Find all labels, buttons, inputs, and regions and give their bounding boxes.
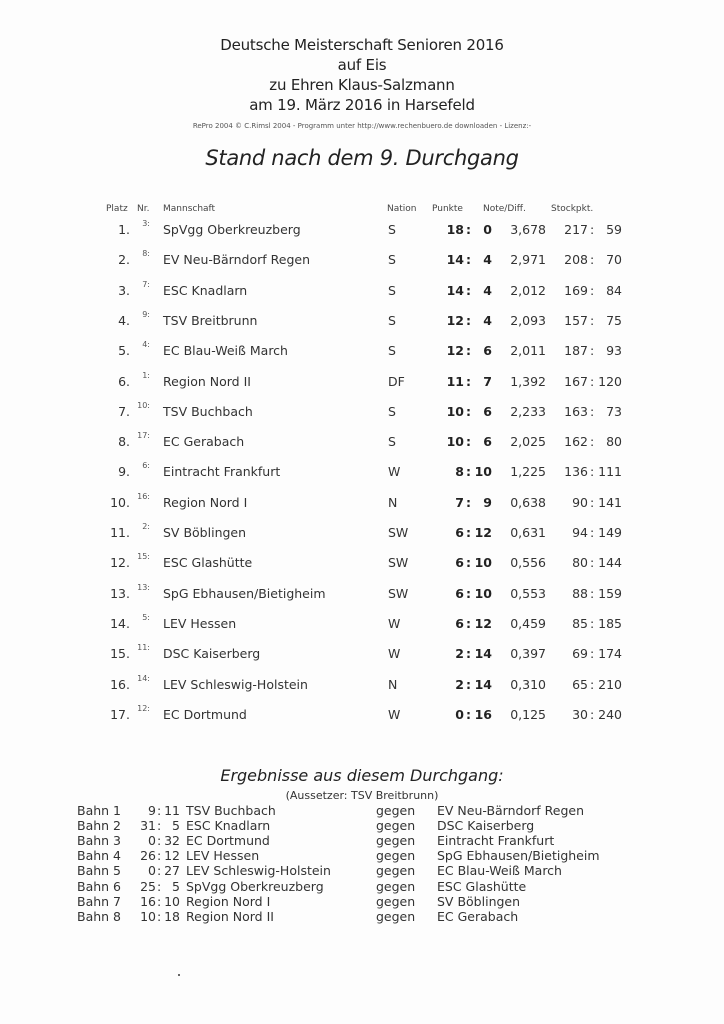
points-separator: : [466, 434, 471, 450]
cell-team: EC Blau-Weiß March [163, 343, 288, 359]
points-separator: : [466, 615, 471, 631]
cell-diff: 2,233 [510, 403, 546, 419]
cell-stock-for: 217 [564, 222, 588, 237]
col-team: Mannschaft [163, 204, 216, 214]
col-nation: Nation [387, 204, 417, 214]
cell-team: SpG Ebhausen/Bietigheim [163, 585, 326, 601]
cell-team: Region Nord II [163, 373, 251, 389]
lane-label: Bahn 1 [77, 803, 122, 818]
versus-label: gegen [376, 818, 416, 834]
cell-points-for: 8 [455, 464, 464, 480]
cell-points-for: 18 [446, 222, 464, 237]
team1-name: EC Dortmund [186, 833, 270, 849]
score-team1: 10 [140, 908, 156, 924]
score-separator: : [157, 848, 162, 864]
cell-nr: 14: [137, 673, 150, 683]
cell-platz: 3. [118, 282, 130, 298]
cell-stock-against: 80 [606, 434, 622, 450]
stock-separator: : [590, 676, 595, 692]
score-team2: 10 [164, 893, 180, 909]
cell-stock-for: 69 [572, 646, 588, 662]
cell-nr: 13: [137, 582, 150, 592]
cell-points-against: 0 [483, 222, 492, 237]
cell-team: TSV Buchbach [163, 403, 253, 419]
cell-nation: SW [388, 555, 409, 571]
col-platz: Platz [106, 204, 128, 214]
title-line-2: auf Eis [337, 56, 387, 74]
cell-platz: 11. [110, 525, 130, 540]
col-stock: Stockpkt. [551, 204, 594, 214]
cell-points-for: 0 [455, 706, 464, 722]
cell-team: SV Böblingen [163, 525, 247, 540]
software-credit: RePro 2004 © C.Rimsl 2004 - Programm unter http://www.rechenbuero.de downloaden - Lizenz:- [192, 122, 532, 130]
cell-points-against: 9 [483, 494, 492, 510]
cell-diff: 2,025 [510, 434, 546, 450]
cell-nation: N [388, 494, 398, 510]
points-separator: : [466, 282, 471, 298]
table-row [0, 431, 724, 454]
cell-stock-against: 144 [598, 555, 622, 571]
stock-separator: : [590, 494, 595, 510]
cell-points-for: 7 [455, 494, 464, 510]
cell-stock-against: 210 [598, 676, 622, 692]
cell-stock-against: 185 [598, 615, 622, 631]
score-team2: 27 [164, 863, 180, 879]
cell-nation: DF [388, 373, 405, 389]
team2-name: SpG Ebhausen/Bietigheim [437, 848, 600, 864]
cell-stock-for: 94 [572, 525, 588, 540]
score-separator: : [157, 803, 162, 818]
points-separator: : [466, 494, 471, 510]
cell-stock-for: 85 [572, 615, 588, 631]
cell-stock-for: 167 [564, 373, 588, 389]
team2-name: EV Neu-Bärndorf Regen [437, 803, 584, 818]
cell-points-for: 12 [446, 312, 464, 328]
col-nr: Nr. [137, 204, 150, 214]
table-row [0, 522, 724, 545]
cell-diff: 0,125 [510, 706, 546, 722]
cell-stock-for: 65 [572, 676, 588, 692]
stock-separator: : [590, 403, 595, 419]
cell-diff: 2,093 [510, 312, 546, 328]
cell-platz: 13. [110, 585, 130, 601]
points-separator: : [466, 373, 471, 389]
cell-platz: 7. [118, 403, 130, 419]
cell-stock-against: 73 [606, 403, 622, 419]
stock-separator: : [590, 646, 595, 662]
cell-diff: 0,310 [510, 676, 546, 692]
cell-points-against: 10 [474, 585, 492, 601]
cell-nr: 5: [142, 612, 150, 622]
points-separator: : [466, 403, 471, 419]
cell-points-for: 2 [455, 676, 464, 692]
versus-label: gegen [376, 878, 416, 894]
team1-name: Region Nord I [186, 893, 271, 909]
stock-separator: : [590, 343, 595, 359]
cell-stock-against: 59 [606, 222, 622, 237]
lane-label: Bahn 2 [77, 818, 122, 834]
cell-nr: 10: [137, 400, 150, 410]
cell-nation: W [388, 646, 401, 662]
points-separator: : [466, 222, 471, 237]
cell-platz: 10. [110, 494, 130, 510]
cell-diff: 1,392 [510, 373, 546, 389]
score-team1: 31 [140, 818, 156, 834]
cell-stock-against: 174 [598, 646, 622, 662]
points-separator: : [466, 464, 471, 480]
cell-stock-against: 149 [598, 525, 622, 540]
title-line-1: Deutsche Meisterschaft Senioren 2016 [220, 36, 504, 54]
cell-team: EC Dortmund [163, 706, 247, 722]
lane-label: Bahn 7 [77, 893, 122, 909]
points-separator: : [466, 555, 471, 571]
cell-diff: 0,459 [510, 615, 546, 631]
cell-stock-for: 162 [564, 434, 588, 450]
cell-nr: 16: [137, 491, 150, 501]
cell-nr: 3: [142, 219, 150, 228]
cell-nation: S [388, 343, 396, 359]
score-team2: 12 [164, 848, 180, 864]
cell-team: SpVgg Oberkreuzberg [163, 222, 301, 237]
cell-team: ESC Knadlarn [163, 282, 248, 298]
cell-points-against: 10 [474, 555, 492, 571]
cell-stock-against: 111 [598, 464, 622, 480]
cell-nation: S [388, 312, 396, 328]
team1-name: Region Nord II [186, 908, 274, 924]
cell-team: Eintracht Frankfurt [163, 464, 281, 480]
points-separator: : [466, 585, 471, 601]
stock-separator: : [590, 464, 595, 480]
cell-stock-against: 159 [598, 585, 622, 601]
result-row [0, 833, 724, 848]
score-team2: 5 [172, 878, 180, 894]
team2-name: EC Gerabach [437, 908, 519, 924]
cell-stock-for: 208 [564, 252, 588, 268]
cell-nr: 11: [137, 643, 150, 653]
score-team2: 32 [164, 833, 180, 849]
cell-points-against: 12 [474, 525, 492, 540]
score-team1: 25 [140, 878, 156, 894]
cell-points-against: 4 [483, 282, 492, 298]
score-team1: 0 [148, 833, 156, 849]
score-separator: : [157, 893, 162, 909]
cell-stock-for: 30 [572, 706, 588, 722]
cell-points-against: 16 [474, 706, 492, 722]
cell-stock-against: 120 [598, 373, 622, 389]
cell-stock-for: 169 [564, 282, 588, 298]
lane-label: Bahn 5 [77, 863, 122, 879]
versus-label: gegen [376, 863, 416, 879]
cell-stock-against: 70 [606, 252, 622, 268]
cell-points-for: 6 [455, 555, 464, 571]
table-row [0, 643, 724, 666]
score-separator: : [157, 833, 162, 849]
stock-separator: : [590, 434, 595, 450]
cell-diff: 3,678 [510, 222, 546, 237]
cell-platz: 5. [118, 343, 130, 359]
score-team1: 26 [140, 848, 156, 864]
cell-diff: 0,631 [510, 525, 546, 540]
points-separator: : [466, 343, 471, 359]
team2-name: Eintracht Frankfurt [437, 833, 555, 849]
lane-label: Bahn 4 [77, 848, 122, 864]
lane-label: Bahn 8 [77, 908, 122, 924]
cell-team: EV Neu-Bärndorf Regen [163, 252, 310, 268]
stock-separator: : [590, 706, 595, 722]
cell-points-for: 10 [446, 403, 464, 419]
versus-label: gegen [376, 893, 416, 909]
cell-nation: W [388, 464, 401, 480]
table-row [0, 673, 724, 697]
cell-nation: S [388, 403, 396, 419]
cell-nation: W [388, 706, 401, 722]
cell-platz: 1. [118, 222, 130, 237]
cell-team: ESC Glashütte [163, 555, 253, 571]
title-line-3: zu Ehren Klaus-Salzmann [269, 76, 455, 94]
cell-platz: 9. [118, 464, 130, 480]
cell-points-for: 14 [446, 252, 464, 268]
cell-nation: SW [388, 525, 409, 540]
cell-nation: SW [388, 585, 409, 601]
cell-diff: 0,556 [510, 555, 546, 571]
cell-nr: 17: [137, 431, 150, 441]
cell-stock-for: 80 [572, 555, 588, 571]
cell-team: DSC Kaiserberg [163, 646, 261, 662]
stock-separator: : [590, 312, 595, 328]
cell-points-against: 14 [474, 646, 492, 662]
table-row [0, 491, 724, 515]
table-row [0, 370, 724, 394]
score-separator: : [157, 878, 162, 894]
standings-title: Stand nach dem 9. Durchgang [205, 146, 519, 170]
cell-nation: W [388, 615, 401, 631]
table-row [0, 219, 724, 242]
score-separator: : [157, 908, 162, 924]
bye-note: (Aussetzer: TSV Breitbrunn) [285, 789, 439, 802]
cell-nation: S [388, 252, 396, 268]
speck-mark [178, 974, 180, 976]
cell-stock-against: 141 [598, 494, 622, 510]
table-row [0, 249, 724, 272]
table-row [0, 279, 724, 303]
result-row [0, 863, 724, 878]
team1-name: TSV Buchbach [186, 803, 276, 818]
cell-points-for: 6 [455, 525, 464, 540]
team1-name: LEV Hessen [186, 848, 260, 864]
versus-label: gegen [376, 803, 416, 818]
points-separator: : [466, 525, 471, 540]
cell-diff: 2,011 [510, 343, 546, 359]
stock-separator: : [590, 585, 595, 601]
col-punkte: Punkte [432, 204, 463, 214]
result-row [0, 803, 724, 818]
cell-points-for: 6 [455, 615, 464, 631]
score-team2: 18 [164, 908, 180, 924]
cell-stock-for: 187 [564, 343, 588, 359]
cell-team: LEV Schleswig-Holstein [163, 676, 308, 692]
stock-separator: : [590, 615, 595, 631]
cell-platz: 2. [118, 252, 130, 268]
cell-team: TSV Breitbrunn [163, 312, 258, 328]
result-row [0, 818, 724, 833]
cell-platz: 15. [110, 646, 130, 662]
score-separator: : [157, 863, 162, 879]
cell-points-against: 14 [474, 676, 492, 692]
cell-stock-against: 93 [606, 343, 622, 359]
cell-nation: N [388, 676, 398, 692]
team2-name: EC Blau-Weiß March [437, 863, 562, 879]
cell-platz: 17. [110, 706, 130, 722]
cell-diff: 2,012 [510, 282, 546, 298]
cell-diff: 1,225 [510, 464, 546, 480]
points-separator: : [466, 252, 471, 268]
stock-separator: : [590, 222, 595, 237]
cell-points-against: 10 [474, 464, 492, 480]
cell-points-against: 4 [483, 312, 492, 328]
cell-points-for: 10 [446, 434, 464, 450]
cell-stock-for: 90 [572, 494, 588, 510]
points-separator: : [466, 312, 471, 328]
cell-points-against: 6 [483, 343, 492, 359]
team2-name: DSC Kaiserberg [437, 818, 535, 834]
cell-team: Region Nord I [163, 494, 248, 510]
versus-label: gegen [376, 848, 416, 864]
cell-platz: 16. [110, 676, 130, 692]
cell-nr: 7: [142, 279, 150, 289]
cell-platz: 12. [110, 555, 130, 571]
score-team1: 9 [148, 803, 156, 818]
cell-team: LEV Hessen [163, 615, 237, 631]
cell-stock-for: 136 [564, 464, 588, 480]
cell-points-against: 6 [483, 403, 492, 419]
cell-stock-for: 88 [572, 585, 588, 601]
team2-name: SV Böblingen [437, 893, 521, 909]
col-diff: Note/Diff. [483, 204, 526, 214]
cell-platz: 14. [110, 615, 130, 631]
cell-diff: 0,397 [510, 646, 546, 662]
cell-stock-for: 157 [564, 312, 588, 328]
table-row [0, 340, 724, 363]
points-separator: : [466, 676, 471, 692]
result-row [0, 879, 724, 894]
table-row [0, 400, 724, 424]
team1-name: SpVgg Oberkreuzberg [186, 878, 324, 894]
cell-nr: 1: [142, 370, 150, 380]
cell-points-for: 2 [455, 646, 464, 662]
results-title: Ergebnisse aus diesem Durchgang: [220, 766, 504, 785]
table-row [0, 461, 724, 484]
cell-nr: 15: [137, 552, 150, 562]
cell-platz: 6. [118, 373, 130, 389]
score-team2: 5 [172, 818, 180, 834]
cell-nr: 12: [137, 703, 150, 713]
score-team1: 16 [140, 893, 156, 909]
cell-stock-against: 75 [606, 312, 622, 328]
team2-name: ESC Glashütte [437, 878, 527, 894]
stock-separator: : [590, 525, 595, 540]
cell-stock-for: 163 [564, 403, 588, 419]
title-line-4: am 19. März 2016 in Harsefeld [249, 96, 475, 114]
cell-nr: 8: [142, 249, 150, 259]
cell-points-for: 11 [446, 373, 464, 389]
lane-label: Bahn 3 [77, 833, 122, 849]
score-separator: : [157, 818, 162, 834]
cell-nr: 6: [142, 461, 150, 471]
stock-separator: : [590, 373, 595, 389]
cell-diff: 2,971 [510, 252, 546, 268]
result-row [0, 894, 724, 909]
stock-separator: : [590, 252, 595, 268]
cell-stock-against: 84 [606, 282, 622, 298]
stock-separator: : [590, 282, 595, 298]
cell-points-against: 12 [474, 615, 492, 631]
table-row [0, 309, 724, 333]
table-row [0, 612, 724, 636]
cell-points-for: 14 [446, 282, 464, 298]
result-row [0, 909, 724, 924]
cell-platz: 8. [118, 434, 130, 450]
cell-team: EC Gerabach [163, 434, 245, 450]
points-separator: : [466, 706, 471, 722]
cell-nation: S [388, 434, 396, 450]
lane-label: Bahn 6 [77, 878, 122, 894]
table-row [0, 552, 724, 575]
cell-nation: S [388, 282, 396, 298]
score-team2: 11 [164, 803, 180, 818]
stock-separator: : [590, 555, 595, 571]
cell-nr: 9: [142, 309, 150, 319]
cell-platz: 4. [118, 312, 130, 328]
cell-points-against: 7 [483, 373, 492, 389]
cell-points-against: 4 [483, 252, 492, 268]
cell-nr: 2: [142, 522, 150, 531]
team1-name: LEV Schleswig-Holstein [186, 863, 331, 879]
cell-diff: 0,638 [510, 494, 546, 510]
points-separator: : [466, 646, 471, 662]
result-row [0, 848, 724, 863]
cell-points-against: 6 [483, 434, 492, 450]
table-row [0, 582, 724, 606]
cell-points-for: 12 [446, 343, 464, 359]
cell-points-for: 6 [455, 585, 464, 601]
versus-label: gegen [376, 908, 416, 924]
versus-label: gegen [376, 833, 416, 849]
team1-name: ESC Knadlarn [186, 818, 271, 834]
cell-diff: 0,553 [510, 585, 546, 601]
table-row [0, 703, 724, 727]
cell-stock-against: 240 [598, 706, 622, 722]
score-team1: 0 [148, 863, 156, 879]
cell-nation: S [388, 222, 396, 237]
cell-nr: 4: [142, 340, 150, 350]
